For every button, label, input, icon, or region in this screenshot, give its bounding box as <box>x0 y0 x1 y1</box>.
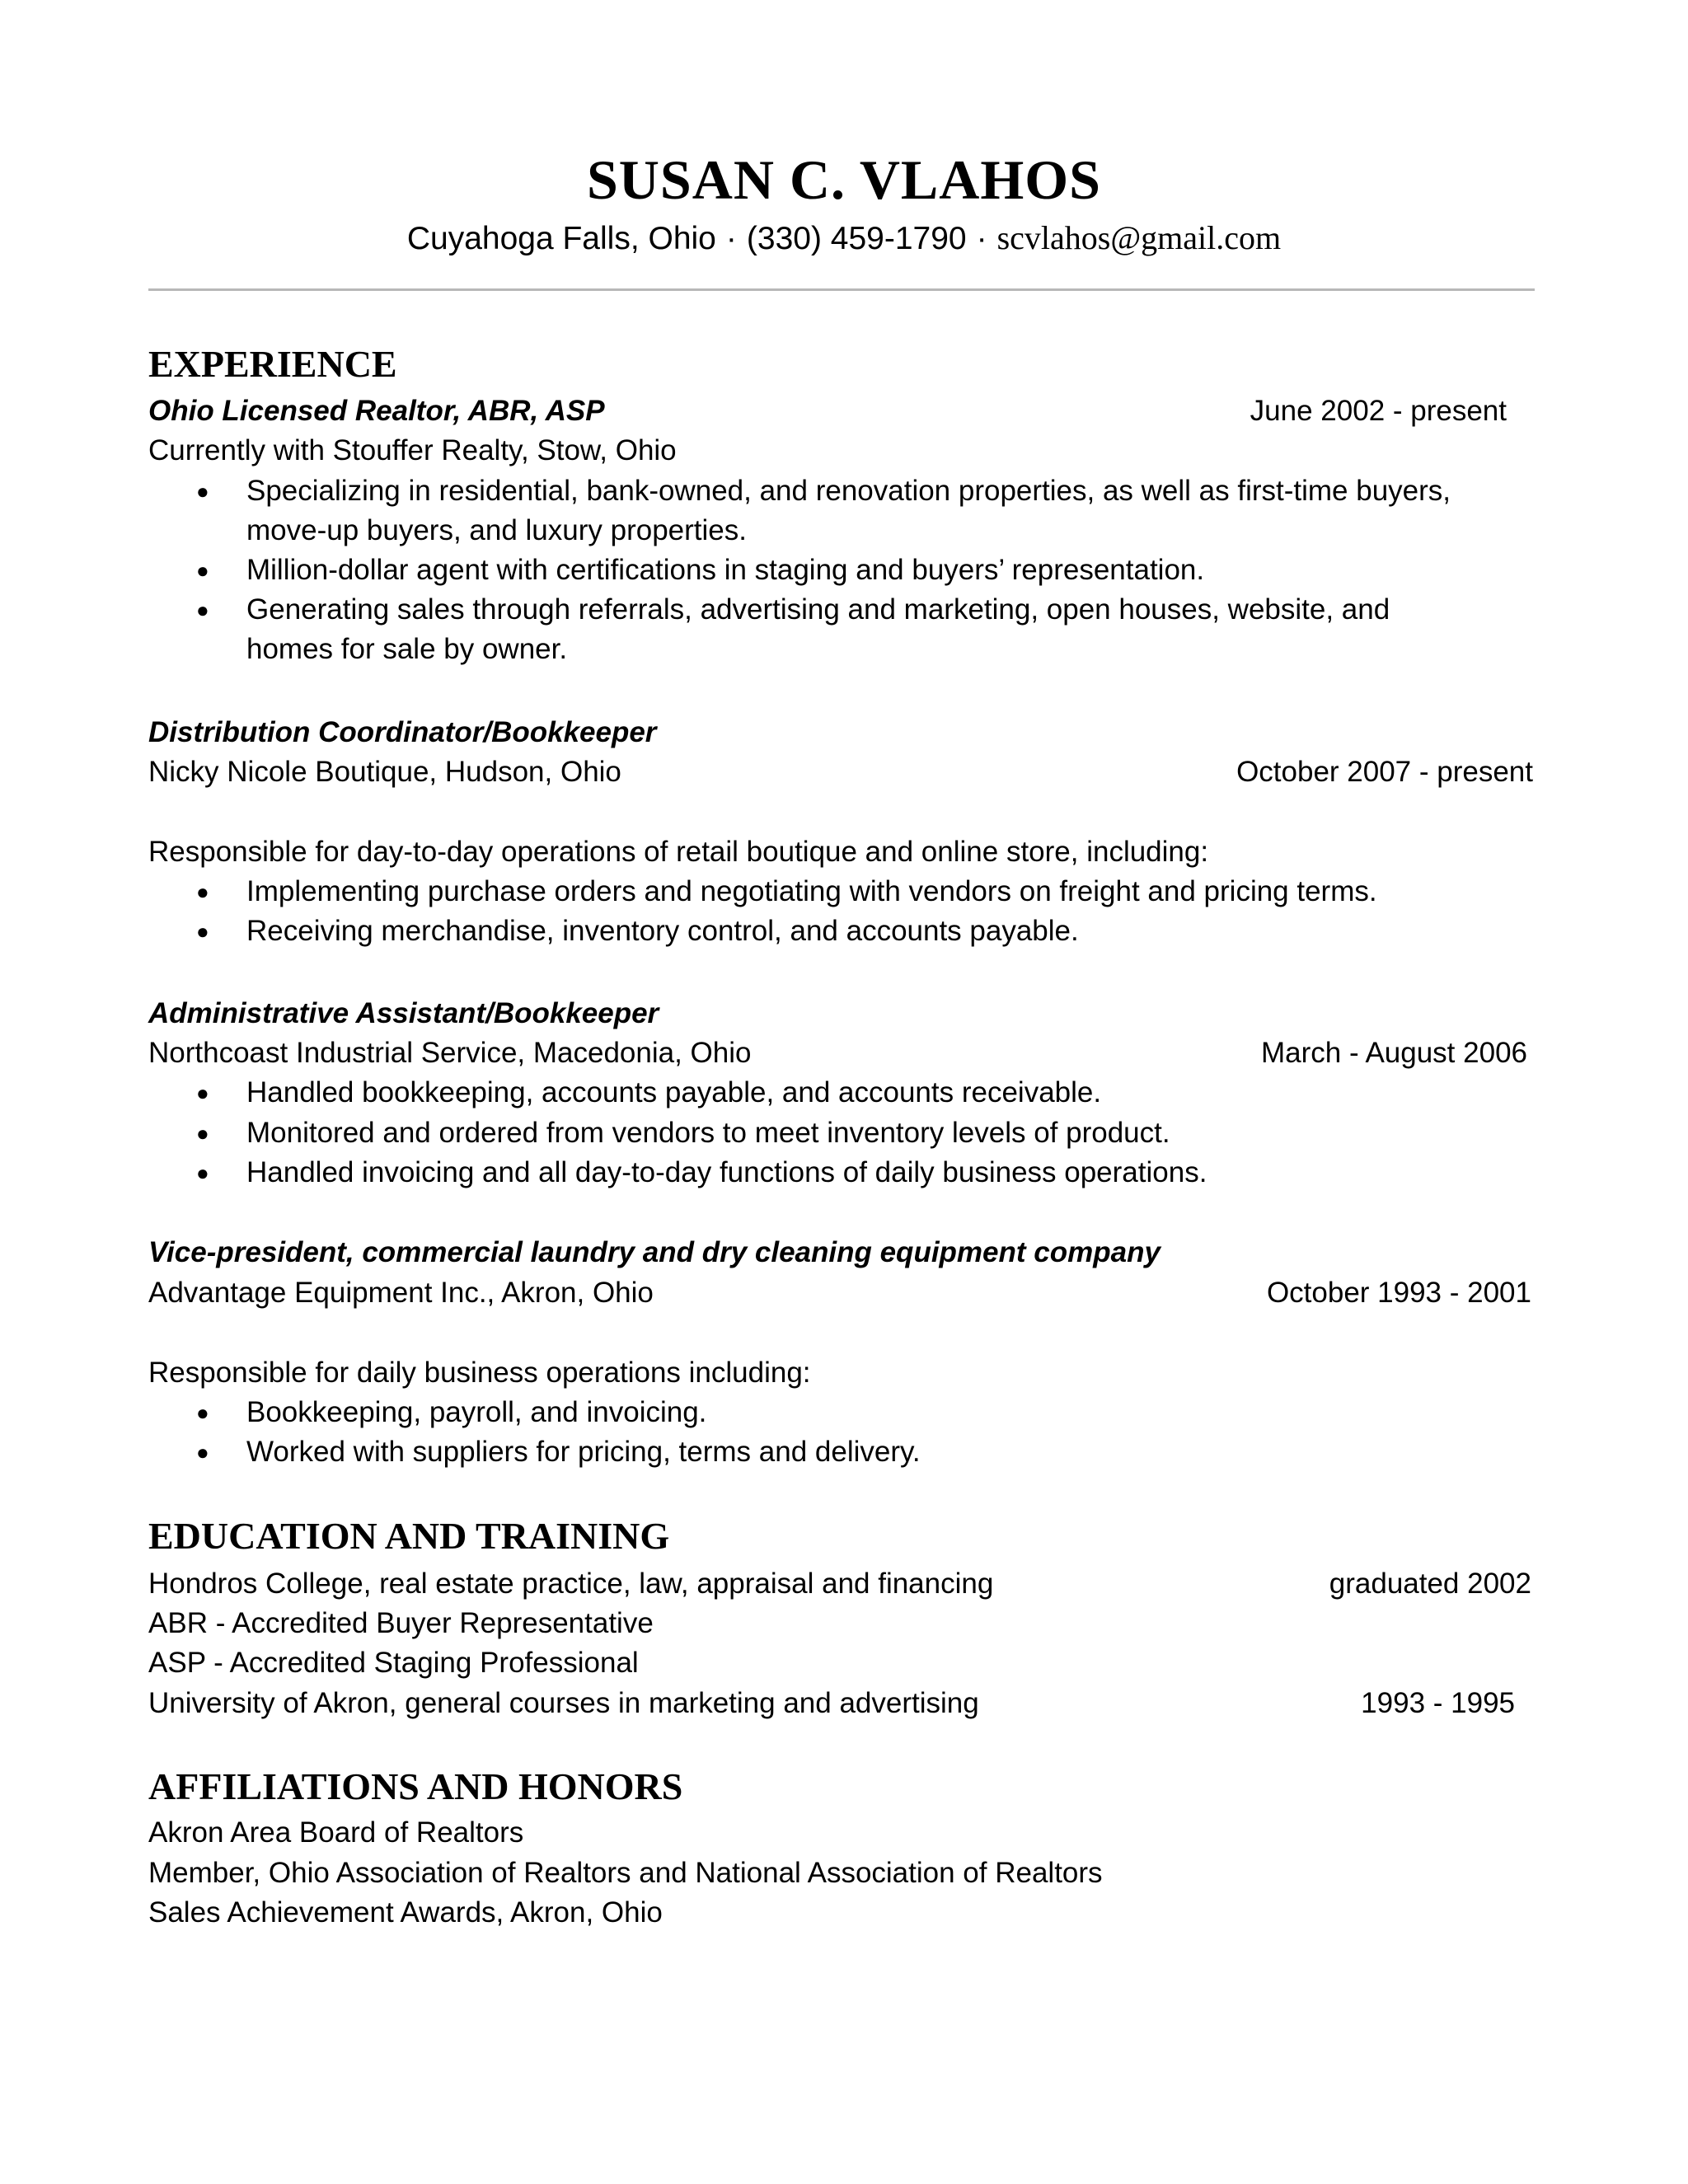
education-item: ASP - Accredited Staging Professional <box>148 1647 639 1679</box>
job-bullet: Worked with suppliers for pricing, terms and delivery. <box>246 1436 921 1468</box>
bullet-icon: ● <box>196 1440 209 1465</box>
job-intro: Responsible for day-to-day operations of retail boutique and online store, including: <box>148 836 1209 868</box>
job-company: Advantage Equipment Inc., Akron, Ohio <box>148 1277 654 1309</box>
bullet-icon: ● <box>196 1121 209 1146</box>
contact-phone: (330) 459-1790 <box>746 221 967 256</box>
education-heading: EDUCATION AND TRAINING <box>148 1515 670 1557</box>
experience-heading: EXPERIENCE <box>148 343 397 385</box>
job-bullet: Specializing in residential, bank-owned, and renovation properties, as well as first-time buyers, <box>246 475 1451 507</box>
job-bullet: Receiving merchandise, inventory control, and accounts payable. <box>246 915 1079 947</box>
job-bullet: Bookkeeping, payroll, and invoicing. <box>246 1396 707 1428</box>
education-date: graduated 2002 <box>1329 1568 1531 1600</box>
education-date: 1993 - 1995 <box>1361 1687 1515 1719</box>
job-company: Nicky Nicole Boutique, Hudson, Ohio <box>148 756 621 788</box>
job-title: Vice-president, commercial laundry and dry cleaning equipment company <box>148 1236 1160 1268</box>
job-intro: Responsible for daily business operations including: <box>148 1357 811 1389</box>
job-dates: March - August 2006 <box>1261 1037 1527 1069</box>
education-item: Hondros College, real estate practice, law, appraisal and financing <box>148 1568 994 1600</box>
education-item: ABR - Accredited Buyer Representative <box>148 1607 654 1639</box>
job-bullet-continuation: homes for sale by owner. <box>246 633 568 665</box>
job-company: Currently with Stouffer Realty, Stow, Ohio <box>148 434 677 466</box>
resume-name: SUSAN C. VLAHOS <box>586 148 1101 211</box>
job-bullet-continuation: move-up buyers, and luxury properties. <box>246 514 747 546</box>
job-bullet: Generating sales through referrals, advertising and marketing, open houses, website, and <box>246 593 1390 626</box>
header-divider <box>148 288 1535 291</box>
bullet-icon: ● <box>196 479 209 504</box>
affiliations-heading: AFFILIATIONS AND HONORS <box>148 1765 683 1807</box>
contact-separator: · <box>976 221 987 256</box>
contact-separator: · <box>725 221 737 256</box>
job-company: Northcoast Industrial Service, Macedonia, Ohio <box>148 1037 752 1069</box>
job-dates: October 2007 - present <box>1236 756 1533 788</box>
bullet-icon: ● <box>196 558 209 583</box>
bullet-icon: ● <box>196 1400 209 1425</box>
contact-email[interactable]: scvlahos@gmail.com <box>996 219 1282 256</box>
job-bullet: Million-dollar agent with certifications in staging and buyers’ representation. <box>246 554 1205 586</box>
contact-location: Cuyahoga Falls, Ohio <box>406 221 716 256</box>
job-bullet: Monitored and ordered from vendors to meet inventory levels of product. <box>246 1117 1170 1149</box>
job-title: Distribution Coordinator/Bookkeeper <box>148 716 657 748</box>
bullet-icon: ● <box>196 598 209 622</box>
job-title: Administrative Assistant/Bookkeeper <box>148 997 659 1029</box>
affiliation-item: Sales Achievement Awards, Akron, Ohio <box>148 1896 663 1929</box>
bullet-icon: ● <box>196 919 209 944</box>
affiliation-item: Member, Ohio Association of Realtors and National Association of Realtors <box>148 1857 1103 1889</box>
bullet-icon: ● <box>196 879 209 904</box>
bullet-icon: ● <box>196 1080 209 1105</box>
affiliation-item: Akron Area Board of Realtors <box>148 1816 524 1849</box>
job-dates: October 1993 - 2001 <box>1266 1277 1531 1309</box>
job-bullet: Handled bookkeeping, accounts payable, and accounts receivable. <box>246 1076 1102 1108</box>
education-item: University of Akron, general courses in marketing and advertising <box>148 1687 979 1719</box>
job-bullet: Implementing purchase orders and negotiating with vendors on freight and pricing terms. <box>246 875 1377 907</box>
bullet-icon: ● <box>196 1160 209 1185</box>
contact-line <box>0 218 1688 260</box>
job-bullet: Handled invoicing and all day-to-day functions of daily business operations. <box>246 1156 1207 1188</box>
job-dates: June 2002 - present <box>1250 395 1507 427</box>
job-title: Ohio Licensed Realtor, ABR, ASP <box>148 395 605 427</box>
